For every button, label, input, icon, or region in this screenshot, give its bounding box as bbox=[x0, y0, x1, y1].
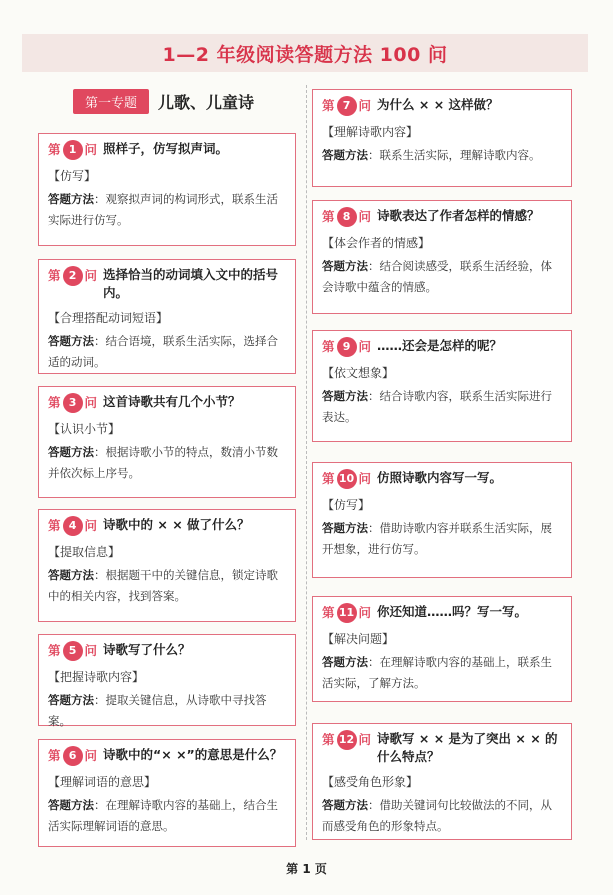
question-text: 为什么 × × 这样做？ bbox=[377, 97, 499, 112]
skill-tag: 【提取信息】 bbox=[48, 545, 121, 559]
question-card-3 bbox=[38, 386, 296, 498]
skill-tag: 【依文想象】 bbox=[322, 366, 395, 380]
skill-tag: 【仿写】 bbox=[48, 169, 97, 183]
page-title: 1—2 年级阅读答题方法 100 问 bbox=[162, 43, 448, 66]
question-text: 诗歌中的 × × 做了什么？ bbox=[103, 517, 250, 532]
skill-tag: 【仿写】 bbox=[322, 498, 371, 512]
question-label: 第 2 问 bbox=[48, 266, 97, 286]
answer-method: 答题方法：结合诗歌内容，联系生活实际进行表达。 bbox=[322, 389, 552, 424]
question-card-1 bbox=[38, 133, 296, 246]
answer-method: 答题方法：提取关键信息，从诗歌中寻找答案。 bbox=[48, 693, 267, 728]
column-divider bbox=[306, 85, 307, 840]
topic-header bbox=[73, 89, 254, 114]
skill-tag: 【认识小节】 bbox=[48, 422, 121, 436]
answer-method: 答题方法：观察拟声词的构词形式，联系生活实际进行仿写。 bbox=[48, 192, 278, 227]
question-card-8 bbox=[312, 200, 572, 314]
answer-method: 答题方法：借助关键词句比较做法的不同，从而感受角色的形象特点。 bbox=[322, 798, 552, 833]
question-label: 第 6 问 bbox=[48, 746, 97, 766]
answer-method: 答题方法：在理解诗歌内容的基础上，联系生活实际，了解方法。 bbox=[322, 655, 552, 690]
question-card-11 bbox=[312, 596, 572, 702]
question-card-7 bbox=[312, 89, 572, 187]
answer-method: 答题方法：结合语境，联系生活实际，选择合适的动词。 bbox=[48, 334, 278, 369]
question-number-badge: 5 bbox=[63, 641, 83, 661]
skill-tag: 【解决问题】 bbox=[322, 632, 395, 646]
question-number-badge: 6 bbox=[63, 746, 83, 766]
question-text: 照样子，仿写拟声词。 bbox=[103, 141, 229, 156]
answer-method: 答题方法：根据诗歌小节的特点，数清小节数并依次标上序号。 bbox=[48, 445, 278, 480]
question-text: 你还知道……吗？写一写。 bbox=[377, 604, 528, 619]
question-label: 第 12 问 bbox=[322, 730, 371, 750]
question-label: 第 3 问 bbox=[48, 393, 97, 413]
question-card-12 bbox=[312, 723, 572, 840]
question-label: 第 4 问 bbox=[48, 516, 97, 536]
question-text: 诗歌中的“× ×”的意思是什么？ bbox=[103, 747, 283, 762]
skill-tag: 【体会作者的情感】 bbox=[322, 236, 431, 250]
question-label: 第 11 问 bbox=[322, 603, 371, 623]
question-number-badge: 11 bbox=[337, 603, 357, 623]
question-text: 诗歌写了什么？ bbox=[103, 642, 191, 657]
question-number-badge: 9 bbox=[337, 337, 357, 357]
question-label: 第 5 问 bbox=[48, 641, 97, 661]
question-card-5 bbox=[38, 634, 296, 726]
skill-tag: 【合理搭配动词短语】 bbox=[48, 311, 169, 325]
question-number-badge: 1 bbox=[63, 140, 83, 160]
topic-title: 儿歌、儿童诗 bbox=[158, 93, 255, 112]
question-number-badge: 12 bbox=[337, 730, 357, 750]
question-card-10 bbox=[312, 462, 572, 578]
answer-method: 答题方法：联系生活实际，理解诗歌内容。 bbox=[322, 148, 541, 162]
topic-badge: 第一专题 bbox=[73, 89, 149, 114]
skill-tag: 【理解诗歌内容】 bbox=[322, 125, 419, 139]
question-text: 仿照诗歌内容写一写。 bbox=[377, 470, 503, 485]
answer-method: 答题方法：结合阅读感受，联系生活经验，体会诗歌中蕴含的情感。 bbox=[322, 259, 552, 294]
answer-method: 答题方法：根据题干中的关键信息，锁定诗歌中的相关内容，找到答案。 bbox=[48, 568, 278, 603]
question-label: 第 10 问 bbox=[322, 469, 371, 489]
question-label: 第 1 问 bbox=[48, 140, 97, 160]
question-card-2 bbox=[38, 259, 296, 374]
question-number-badge: 10 bbox=[337, 469, 357, 489]
question-text: ……还会是怎样的呢？ bbox=[377, 338, 503, 353]
question-card-4 bbox=[38, 509, 296, 622]
question-card-9 bbox=[312, 330, 572, 442]
question-number-badge: 8 bbox=[337, 207, 357, 227]
question-card-6 bbox=[38, 739, 296, 847]
skill-tag: 【把握诗歌内容】 bbox=[48, 670, 145, 684]
answer-method: 答题方法：借助诗歌内容并联系生活实际，展开想象，进行仿写。 bbox=[322, 521, 552, 556]
question-label: 第 8 问 bbox=[322, 207, 371, 227]
question-number-badge: 3 bbox=[63, 393, 83, 413]
skill-tag: 【理解词语的意思】 bbox=[48, 775, 157, 789]
page-number: 第 1 页 bbox=[286, 862, 327, 876]
skill-tag: 【感受角色形象】 bbox=[322, 775, 419, 789]
question-number-badge: 7 bbox=[337, 96, 357, 116]
question-number-badge: 2 bbox=[63, 266, 83, 286]
question-label: 第 9 问 bbox=[322, 337, 371, 357]
title-banner bbox=[22, 34, 588, 72]
question-number-badge: 4 bbox=[63, 516, 83, 536]
question-text: 诗歌表达了作者怎样的情感？ bbox=[377, 208, 540, 223]
question-text: 诗歌写 × × 是为了突出 × × 的什么特点？ bbox=[377, 731, 558, 764]
question-text: 选择恰当的动词填入文中的括号内。 bbox=[103, 267, 279, 300]
answer-method: 答题方法：在理解诗歌内容的基础上，结合生活实际理解词语的意思。 bbox=[48, 798, 278, 833]
question-label: 第 7 问 bbox=[322, 96, 371, 116]
question-text: 这首诗歌共有几个小节？ bbox=[103, 394, 241, 409]
